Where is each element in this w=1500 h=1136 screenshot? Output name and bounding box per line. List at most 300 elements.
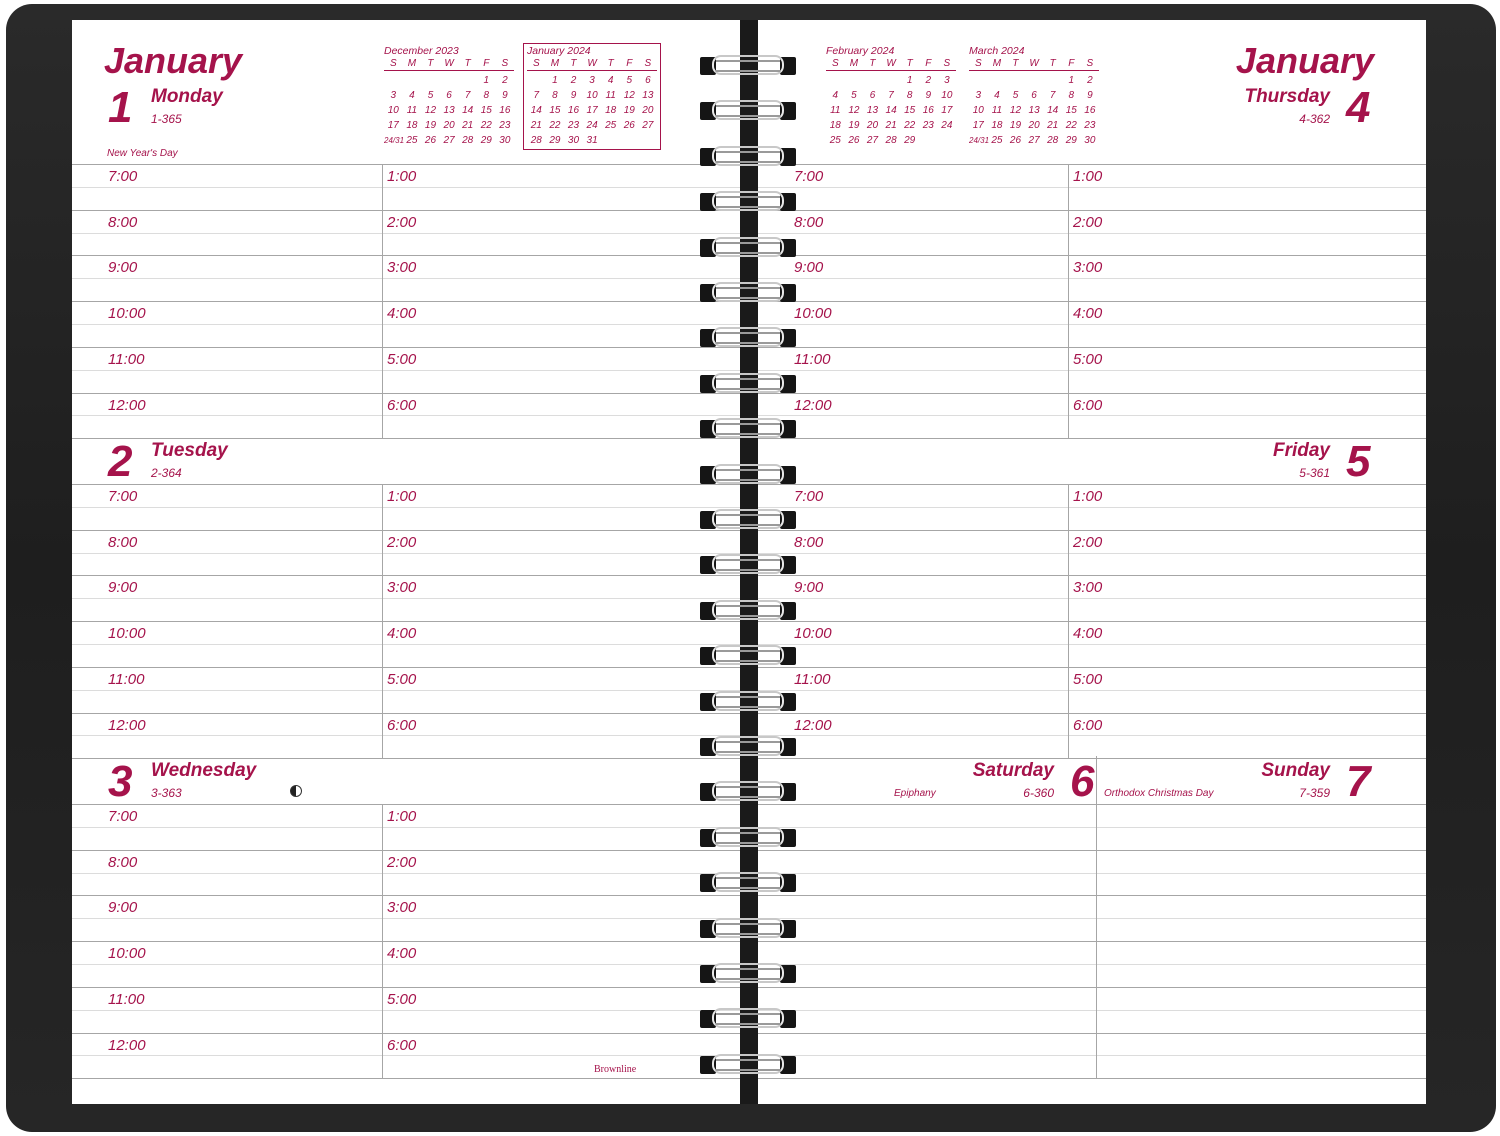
calendar-date: 25 bbox=[991, 135, 1003, 146]
calendar-week-row bbox=[384, 88, 514, 103]
calendar-date bbox=[384, 73, 403, 88]
calendar-week-row bbox=[826, 73, 956, 88]
appointment-slot[interactable] bbox=[1068, 301, 1426, 347]
appointment-slot[interactable] bbox=[758, 575, 1068, 621]
calendar-date: 25 bbox=[605, 120, 617, 131]
calendar-date: 11 bbox=[830, 105, 841, 116]
calendar-date: 30 bbox=[1084, 135, 1096, 146]
appointment-slot[interactable] bbox=[72, 895, 382, 941]
calendar-date: 18 bbox=[406, 120, 418, 131]
calendar-week-row bbox=[527, 118, 657, 133]
weekday-label: M bbox=[407, 58, 417, 69]
spiral-coil bbox=[700, 644, 796, 668]
time-slot-label: 12:00 bbox=[794, 716, 832, 734]
calendar-date: 16 bbox=[922, 105, 934, 116]
holiday-label: Orthodox Christmas Day bbox=[1104, 788, 1214, 799]
calendar-date: 27 bbox=[642, 120, 654, 131]
calendar-date: 16 bbox=[567, 105, 580, 116]
day-of-year: 3-363 bbox=[151, 786, 182, 800]
appointment-slot[interactable] bbox=[1068, 255, 1426, 301]
calendar-date: 27 bbox=[1028, 135, 1040, 146]
calendar-date: 30 bbox=[499, 135, 511, 146]
appointment-slot[interactable] bbox=[382, 1033, 740, 1079]
appointment-slot[interactable] bbox=[758, 850, 1096, 896]
left-page bbox=[72, 20, 740, 1104]
weekday-label: S bbox=[1086, 58, 1094, 69]
time-slot-label: 7:00 bbox=[108, 808, 138, 825]
appointment-slot[interactable] bbox=[72, 164, 382, 210]
calendar-date bbox=[403, 73, 422, 88]
calendar-date: 11 bbox=[406, 105, 418, 116]
appointment-slot[interactable] bbox=[382, 255, 740, 301]
appointment-slot[interactable] bbox=[1068, 667, 1426, 713]
calendar-date: 20 bbox=[642, 105, 654, 116]
weekday-label: M bbox=[992, 58, 1002, 69]
day-number: 1 bbox=[108, 83, 133, 132]
time-slot-label: 8:00 bbox=[108, 213, 138, 231]
time-slot-label: 8:00 bbox=[794, 533, 824, 551]
time-slot-label: 9:00 bbox=[108, 579, 138, 597]
calendar-date bbox=[601, 133, 620, 148]
calendar-date: 1 bbox=[552, 75, 558, 86]
calendar-date bbox=[440, 73, 459, 88]
time-slot-label: 6:00 bbox=[1073, 396, 1103, 414]
calendar-date: 17 bbox=[586, 105, 598, 116]
time-slot-label: 3:00 bbox=[387, 899, 417, 917]
time-slot-label: 11:00 bbox=[794, 670, 831, 688]
appointment-slot[interactable] bbox=[72, 804, 382, 850]
hour-divider bbox=[72, 1078, 740, 1079]
day-number: 2 bbox=[108, 437, 133, 486]
appointment-slot[interactable] bbox=[758, 1033, 1096, 1079]
time-slot-label: 5:00 bbox=[387, 670, 417, 688]
appointment-slot[interactable] bbox=[1096, 941, 1426, 987]
appointment-slot[interactable] bbox=[1068, 347, 1426, 393]
calendar-date: 24 bbox=[941, 120, 953, 131]
calendar-date: 24/31 bbox=[384, 136, 405, 145]
calendar-date: 10 bbox=[941, 90, 953, 101]
calendar-weekday-header bbox=[384, 58, 514, 71]
weekday-label: F bbox=[925, 58, 932, 69]
weekday-label: S bbox=[501, 58, 509, 69]
appointment-slot[interactable] bbox=[72, 1033, 382, 1079]
calendar-date: 30 bbox=[567, 135, 580, 146]
weekday-label: T bbox=[607, 58, 614, 69]
calendar-date bbox=[620, 133, 639, 148]
appointment-slot[interactable] bbox=[382, 987, 740, 1033]
appointment-slot[interactable] bbox=[382, 850, 740, 896]
calendar-date: 6 bbox=[645, 75, 651, 86]
day-name: Saturday bbox=[972, 760, 1054, 781]
weekday-label: S bbox=[532, 58, 540, 69]
calendar-date: 4 bbox=[832, 90, 839, 101]
calendar-date: 28 bbox=[885, 135, 897, 146]
calendar-date: 11 bbox=[605, 90, 616, 101]
calendar-title: March 2024 bbox=[969, 45, 1025, 57]
calendar-date: 18 bbox=[605, 105, 617, 116]
spiral-coil bbox=[700, 281, 796, 305]
appointment-slot[interactable] bbox=[72, 987, 382, 1033]
appointment-slot[interactable] bbox=[1068, 530, 1426, 576]
calendar-date: 29 bbox=[480, 135, 492, 146]
time-slot-label: 9:00 bbox=[794, 579, 824, 597]
calendar-date: 8 bbox=[552, 90, 558, 101]
calendar-date bbox=[1043, 73, 1062, 88]
time-slot-label: 11:00 bbox=[108, 350, 145, 368]
calendar-date: 13 bbox=[866, 105, 879, 116]
time-slot-label: 5:00 bbox=[387, 350, 417, 368]
hour-divider bbox=[72, 438, 740, 439]
calendar-week-row bbox=[527, 133, 657, 148]
spiral-coil bbox=[700, 236, 796, 260]
appointment-slot[interactable] bbox=[72, 850, 382, 896]
spiral-coil bbox=[700, 326, 796, 350]
weekday-label: T bbox=[1049, 58, 1056, 69]
weekday-label: F bbox=[483, 58, 490, 69]
appointment-slot[interactable] bbox=[758, 347, 1068, 393]
first-quarter-moon-icon bbox=[290, 785, 302, 797]
appointment-slot[interactable] bbox=[382, 895, 740, 941]
mini-calendar-march-2024 bbox=[969, 45, 1099, 148]
spiral-coil bbox=[700, 826, 796, 850]
weekday-label: T bbox=[427, 58, 434, 69]
column-divider bbox=[1068, 164, 1069, 438]
calendar-date bbox=[639, 133, 658, 148]
time-slot-label: 4:00 bbox=[387, 945, 417, 963]
calendar-date: 24/31 bbox=[969, 136, 990, 145]
time-slot-label: 12:00 bbox=[108, 396, 146, 414]
appointment-slot[interactable] bbox=[758, 210, 1068, 256]
calendar-date: 4 bbox=[607, 75, 614, 86]
calendar-date: 3 bbox=[589, 75, 595, 86]
time-slot-label: 4:00 bbox=[387, 305, 417, 323]
appointment-slot[interactable] bbox=[1068, 575, 1426, 621]
appointment-slot[interactable] bbox=[1068, 164, 1426, 210]
appointment-slot[interactable] bbox=[382, 301, 740, 347]
calendar-date: 13 bbox=[443, 105, 455, 116]
calendar-date: 19 bbox=[1009, 120, 1022, 131]
weekday-label: S bbox=[943, 58, 951, 69]
calendar-week-row bbox=[384, 118, 514, 133]
spiral-coil bbox=[700, 508, 796, 532]
time-slot-label: 6:00 bbox=[1073, 716, 1103, 734]
calendar-date: 17 bbox=[972, 120, 984, 131]
calendar-week-row bbox=[969, 103, 1099, 118]
time-slot-label: 4:00 bbox=[1073, 625, 1103, 643]
calendar-date: 21 bbox=[530, 120, 542, 131]
calendar-date: 4 bbox=[409, 90, 415, 101]
day-of-year: 1-365 bbox=[151, 112, 182, 126]
appointment-slot[interactable] bbox=[1068, 484, 1426, 530]
appointment-slot[interactable] bbox=[758, 713, 1068, 759]
time-slot-label: 6:00 bbox=[387, 716, 417, 734]
right-page bbox=[758, 20, 1426, 1104]
calendar-date: 2 bbox=[1087, 75, 1093, 86]
calendar-date: 25 bbox=[829, 135, 841, 146]
calendar-date bbox=[988, 73, 1007, 88]
weekday-label: T bbox=[1012, 58, 1019, 69]
calendar-date: 10 bbox=[387, 105, 399, 116]
calendar-date: 24 bbox=[586, 120, 598, 131]
calendar-week-row bbox=[384, 103, 514, 118]
calendar-date bbox=[826, 73, 845, 88]
calendar-date: 3 bbox=[390, 90, 397, 101]
calendar-date: 13 bbox=[1028, 105, 1040, 116]
calendar-date: 5 bbox=[626, 75, 633, 86]
column-divider bbox=[382, 484, 383, 758]
day-name: Wednesday bbox=[151, 760, 257, 781]
calendar-week-row bbox=[969, 73, 1099, 88]
appointment-slot[interactable] bbox=[72, 301, 382, 347]
appointment-slot[interactable] bbox=[758, 621, 1068, 667]
calendar-week-row bbox=[826, 88, 956, 103]
calendar-date: 15 bbox=[1065, 105, 1077, 116]
calendar-title: January 2024 bbox=[527, 45, 591, 57]
time-slot-label: 2:00 bbox=[387, 213, 417, 231]
column-divider bbox=[382, 804, 383, 1078]
day-name: Sunday bbox=[1261, 760, 1330, 781]
column-divider bbox=[1096, 756, 1097, 1078]
hour-divider bbox=[72, 758, 740, 759]
time-slot-label: 1:00 bbox=[387, 488, 417, 505]
appointment-slot[interactable] bbox=[1096, 895, 1426, 941]
weekday-label: M bbox=[849, 58, 859, 69]
appointment-slot[interactable] bbox=[758, 987, 1096, 1033]
appointment-slot[interactable] bbox=[72, 393, 382, 439]
time-slot-label: 7:00 bbox=[794, 488, 824, 505]
spiral-coil bbox=[700, 190, 796, 214]
spiral-coil bbox=[700, 599, 796, 623]
appointment-slot[interactable] bbox=[1096, 850, 1426, 896]
weekday-label: S bbox=[644, 58, 652, 69]
calendar-date bbox=[919, 133, 938, 148]
time-slot-label: 2:00 bbox=[387, 533, 417, 551]
calendar-date: 26 bbox=[623, 120, 635, 131]
day-number: 4 bbox=[1346, 83, 1371, 132]
appointment-slot[interactable] bbox=[758, 484, 1068, 530]
appointment-slot[interactable] bbox=[758, 255, 1068, 301]
calendar-date: 28 bbox=[462, 135, 474, 146]
calendar-date: 23 bbox=[922, 120, 934, 131]
appointment-slot[interactable] bbox=[72, 210, 382, 256]
calendar-date: 21 bbox=[885, 120, 897, 131]
appointment-slot[interactable] bbox=[1068, 393, 1426, 439]
time-slot-label: 12:00 bbox=[794, 396, 832, 414]
calendar-date: 9 bbox=[570, 90, 577, 101]
time-slot-label: 4:00 bbox=[1073, 305, 1103, 323]
calendar-date: 7 bbox=[1049, 90, 1056, 101]
appointment-slot[interactable] bbox=[72, 941, 382, 987]
time-slot-label: 5:00 bbox=[1073, 670, 1103, 688]
calendar-date: 17 bbox=[387, 120, 399, 131]
calendar-week-row bbox=[826, 118, 956, 133]
mini-calendar-january-2024 bbox=[523, 43, 661, 150]
calendar-date: 3 bbox=[944, 75, 950, 86]
appointment-slot[interactable] bbox=[382, 621, 740, 667]
appointment-slot[interactable] bbox=[1068, 210, 1426, 256]
appointment-slot[interactable] bbox=[382, 393, 740, 439]
spiral-coil bbox=[700, 871, 796, 895]
calendar-date: 29 bbox=[1065, 135, 1077, 146]
time-slot-label: 1:00 bbox=[387, 808, 417, 825]
calendar-date: 21 bbox=[1047, 120, 1059, 131]
calendar-date: 15 bbox=[549, 105, 561, 116]
appointment-slot[interactable] bbox=[72, 667, 382, 713]
appointment-slot[interactable] bbox=[72, 255, 382, 301]
appointment-slot[interactable] bbox=[382, 210, 740, 256]
time-slot-label: 8:00 bbox=[108, 853, 138, 871]
calendar-date: 5 bbox=[1012, 90, 1019, 101]
calendar-date: 14 bbox=[462, 105, 474, 116]
calendar-date: 1 bbox=[906, 75, 913, 86]
mini-calendar-december-2023 bbox=[384, 45, 514, 148]
day-number: 5 bbox=[1346, 437, 1371, 486]
calendar-date: 12 bbox=[848, 105, 860, 116]
appointment-slot[interactable] bbox=[1096, 1033, 1426, 1079]
spiral-coil bbox=[700, 917, 796, 941]
appointment-slot[interactable] bbox=[382, 941, 740, 987]
appointment-slot[interactable] bbox=[382, 484, 740, 530]
calendar-date: 12 bbox=[623, 90, 635, 101]
spiral-coil bbox=[700, 1007, 796, 1031]
weekday-label: T bbox=[869, 58, 876, 69]
appointment-slot[interactable] bbox=[758, 164, 1068, 210]
calendar-date: 23 bbox=[1084, 120, 1096, 131]
calendar-date: 6 bbox=[446, 90, 452, 101]
appointment-slot[interactable] bbox=[72, 713, 382, 759]
weekday-label: W bbox=[1029, 58, 1039, 69]
calendar-date: 5 bbox=[427, 90, 434, 101]
calendar-date: 22 bbox=[549, 120, 561, 131]
calendar-date: 26 bbox=[424, 135, 437, 146]
time-slot-label: 1:00 bbox=[1073, 168, 1103, 185]
time-slot-label: 2:00 bbox=[387, 853, 417, 871]
calendar-date: 23 bbox=[567, 120, 580, 131]
calendar-date: 16 bbox=[499, 105, 511, 116]
appointment-slot[interactable] bbox=[1068, 621, 1426, 667]
day-of-year: 6-360 bbox=[1023, 786, 1054, 800]
appointment-slot[interactable] bbox=[72, 575, 382, 621]
calendar-date: 2 bbox=[570, 75, 577, 86]
time-slot-label: 7:00 bbox=[794, 168, 824, 185]
appointment-slot[interactable] bbox=[758, 667, 1068, 713]
weekday-label: W bbox=[886, 58, 896, 69]
calendar-date: 9 bbox=[502, 90, 508, 101]
calendar-date: 31 bbox=[586, 135, 598, 146]
time-slot-label: 12:00 bbox=[108, 716, 146, 734]
calendar-date: 26 bbox=[848, 135, 860, 146]
spiral-coil bbox=[700, 54, 796, 78]
appointment-slot[interactable] bbox=[758, 530, 1068, 576]
month-title: January bbox=[104, 40, 243, 81]
calendar-date: 29 bbox=[549, 135, 561, 146]
appointment-slot[interactable] bbox=[758, 895, 1096, 941]
calendar-date: 26 bbox=[1009, 135, 1022, 146]
calendar-date: 1 bbox=[483, 75, 490, 86]
appointment-slot[interactable] bbox=[382, 804, 740, 850]
time-slot-label: 5:00 bbox=[387, 990, 417, 1008]
calendar-week-row bbox=[826, 133, 956, 148]
time-slot-label: 2:00 bbox=[1073, 213, 1103, 231]
time-slot-label: 11:00 bbox=[108, 990, 145, 1008]
day-of-year: 4-362 bbox=[1299, 112, 1330, 126]
appointment-slot[interactable] bbox=[758, 301, 1068, 347]
calendar-date bbox=[938, 133, 957, 148]
calendar-week-row bbox=[527, 73, 657, 88]
calendar-date: 27 bbox=[866, 135, 879, 146]
appointment-slot[interactable] bbox=[758, 393, 1068, 439]
calendar-date: 28 bbox=[1047, 135, 1059, 146]
calendar-title: December 2023 bbox=[384, 45, 459, 57]
appointment-slot[interactable] bbox=[758, 804, 1096, 850]
time-slot-label: 1:00 bbox=[1073, 488, 1103, 505]
calendar-date bbox=[1025, 73, 1044, 88]
time-slot-label: 5:00 bbox=[1073, 350, 1103, 368]
appointment-slot[interactable] bbox=[382, 575, 740, 621]
appointment-slot[interactable] bbox=[72, 621, 382, 667]
time-slot-label: 3:00 bbox=[387, 579, 417, 597]
calendar-date: 22 bbox=[904, 120, 916, 131]
appointment-slot[interactable] bbox=[1096, 804, 1426, 850]
holiday-label: New Year's Day bbox=[107, 148, 178, 159]
time-slot-label: 10:00 bbox=[794, 305, 832, 323]
calendar-date: 8 bbox=[906, 90, 913, 101]
spiral-coil bbox=[700, 553, 796, 577]
weekday-label: F bbox=[1068, 58, 1075, 69]
appointment-slot[interactable] bbox=[1068, 713, 1426, 759]
time-slot-label: 9:00 bbox=[108, 899, 138, 917]
appointment-slot[interactable] bbox=[72, 347, 382, 393]
appointment-slot[interactable] bbox=[1096, 987, 1426, 1033]
appointment-slot[interactable] bbox=[382, 667, 740, 713]
spiral-coil bbox=[700, 145, 796, 169]
day-of-year: 7-359 bbox=[1299, 786, 1330, 800]
time-slot-label: 7:00 bbox=[108, 488, 138, 505]
calendar-date bbox=[458, 73, 477, 88]
day-number: 7 bbox=[1346, 757, 1371, 806]
weekday-label: S bbox=[831, 58, 839, 69]
mini-calendar-february-2024 bbox=[826, 45, 956, 148]
day-name: Thursday bbox=[1244, 86, 1330, 107]
calendar-date: 20 bbox=[866, 120, 879, 131]
spiral-coil bbox=[700, 962, 796, 986]
calendar-date: 5 bbox=[851, 90, 857, 101]
time-slot-label: 7:00 bbox=[108, 168, 138, 185]
appointment-slot[interactable] bbox=[72, 530, 382, 576]
time-slot-label: 1:00 bbox=[387, 168, 417, 185]
appointment-slot[interactable] bbox=[382, 164, 740, 210]
calendar-date: 3 bbox=[975, 90, 982, 101]
hour-divider bbox=[758, 758, 1426, 759]
calendar-week-row bbox=[527, 103, 657, 118]
appointment-slot[interactable] bbox=[382, 347, 740, 393]
calendar-date: 6 bbox=[869, 90, 876, 101]
weekday-label: F bbox=[626, 58, 633, 69]
appointment-slot[interactable] bbox=[758, 941, 1096, 987]
weekday-label: T bbox=[570, 58, 577, 69]
appointment-slot[interactable] bbox=[72, 484, 382, 530]
time-slot-label: 9:00 bbox=[794, 259, 824, 277]
calendar-weekday-header bbox=[527, 58, 657, 71]
weekday-label: W bbox=[444, 58, 454, 69]
weekday-label: W bbox=[587, 58, 597, 69]
weekday-label: T bbox=[906, 58, 913, 69]
calendar-date: 6 bbox=[1031, 90, 1037, 101]
calendar-date: 1 bbox=[1068, 75, 1075, 86]
appointment-slot[interactable] bbox=[382, 713, 740, 759]
appointment-slot[interactable] bbox=[382, 530, 740, 576]
calendar-date: 19 bbox=[848, 120, 860, 131]
